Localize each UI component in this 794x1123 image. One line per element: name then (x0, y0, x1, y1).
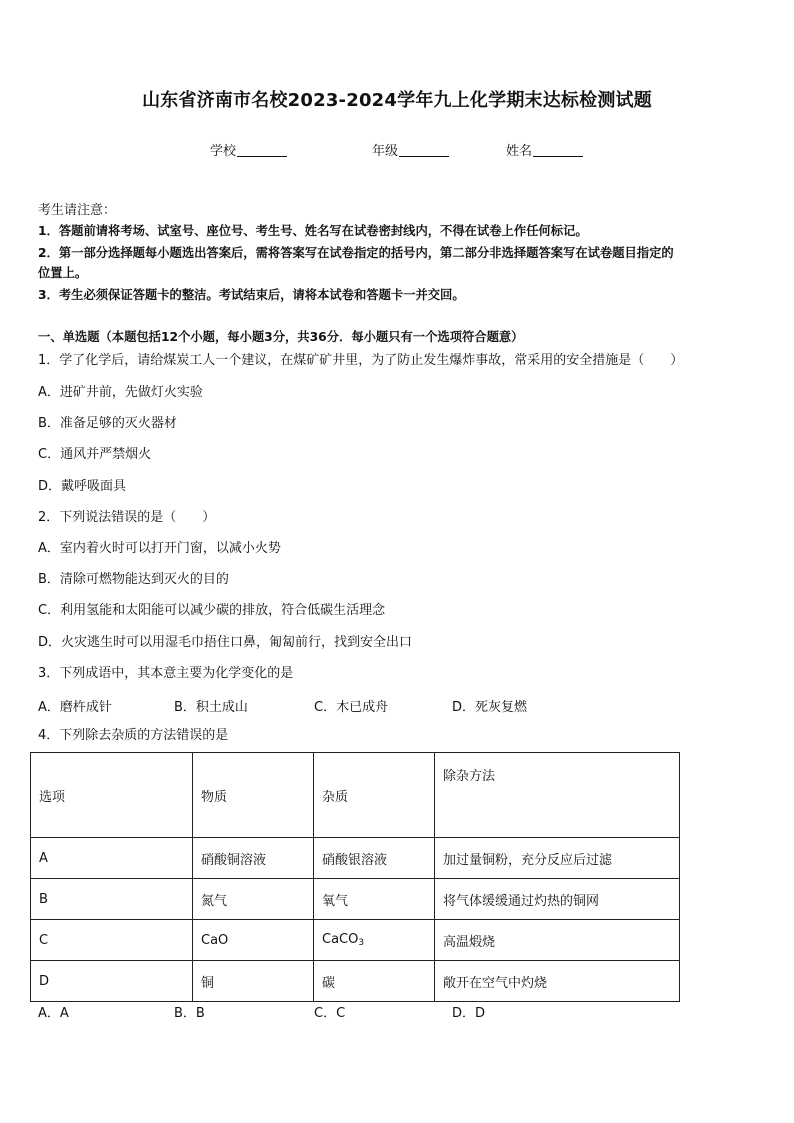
notice-item-3: 3．考生必须保证答题卡的整洁。考试结束后，请将本试卷和答题卡一并交回。 (38, 288, 465, 302)
row-b-substance: 氮气 (193, 879, 314, 920)
school-label: 学校 (210, 144, 237, 159)
q1-stem: 1．学了化学后，请给煤炭工人一个建议，在煤矿矿井里，为了防止发生爆炸事故，常采用的安全措施是（ ） (38, 353, 684, 368)
row-b-method: 将气体缓缓通过灼热的铜网 (435, 879, 680, 920)
row-a-substance: 硝酸铜溶液 (193, 838, 314, 879)
q1-option-a: A．进矿井前，先做灯火实验 (38, 385, 203, 400)
school-field (210, 140, 287, 159)
name-label: 姓名 (506, 144, 533, 159)
header-substance: 物质 (193, 753, 314, 838)
header-impurity: 杂质 (314, 753, 435, 838)
row-c-option: C (31, 920, 193, 961)
grade-field (372, 140, 449, 159)
q2-option-b: B．清除可燃物能达到灭火的目的 (38, 572, 229, 587)
table-row (31, 879, 680, 920)
table-row (31, 920, 680, 961)
table-header-row (31, 753, 680, 838)
row-d-option: D (31, 961, 193, 1002)
row-d-impurity: 碳 (314, 961, 435, 1002)
header-option: 选项 (31, 753, 193, 838)
row-c-method: 高温煅烧 (435, 920, 680, 961)
row-a-impurity: 硝酸银溶液 (314, 838, 435, 879)
row-d-method: 敞开在空气中灼烧 (435, 961, 680, 1002)
q2-stem: 2．下列说法错误的是（ ） (38, 510, 216, 525)
q1-option-c: C．通风并严禁烟火 (38, 447, 152, 462)
name-blank[interactable] (533, 143, 583, 157)
q2-option-d: D．火灾逃生时可以用湿毛巾捂住口鼻，匍匐前行，找到安全出口 (38, 635, 413, 650)
q4-option-d: D．D (452, 1006, 486, 1021)
notice-item-1: 1．答题前请将考场、试室号、座位号、考生号、姓名写在试卷密封线内，不得在试卷上作任何标记。 (38, 224, 588, 238)
header-method: 除杂方法 (435, 753, 680, 838)
q3-stem: 3．下列成语中，其本意主要为化学变化的是 (38, 666, 294, 681)
grade-blank[interactable] (399, 143, 449, 157)
table-row (31, 961, 680, 1002)
q4-stem: 4．下列除去杂质的方法错误的是 (38, 728, 229, 743)
row-c-substance: CaO (193, 920, 314, 961)
q4-table (30, 752, 680, 1002)
notice-item-2-cont: 位置上。 (38, 266, 88, 280)
row-b-impurity: 氧气 (314, 879, 435, 920)
row-d-substance: 铜 (193, 961, 314, 1002)
row-c-impurity (314, 920, 435, 961)
q4-option-c: C．C (314, 1006, 346, 1021)
notice-heading: 考生请注意： (38, 203, 117, 218)
q4-option-a: A．A (38, 1006, 69, 1021)
page-title: 山东省济南市名校2023-2024学年九上化学期末达标检测试题 (142, 90, 652, 111)
q4-option-b: B．B (174, 1006, 205, 1021)
q3-option-b: B．积土成山 (174, 700, 248, 715)
q1-option-d: D．戴呼吸面具 (38, 479, 127, 494)
section-heading: 一、单选题（本题包括12个小题，每小题3分，共36分．每小题只有一个选项符合题意） (38, 330, 524, 344)
row-b-option: B (31, 879, 193, 920)
q2-option-a: A．室内着火时可以打开门窗，以减小火势 (38, 541, 281, 556)
row-a-method: 加过量铜粉，充分反应后过滤 (435, 838, 680, 879)
row-c-impurity-formula: CaCO (322, 932, 359, 947)
q1-option-b: B．准备足够的灭火器材 (38, 416, 177, 431)
grade-label: 年级 (372, 144, 399, 159)
q2-option-c: C．利用氢能和太阳能可以减少碳的排放，符合低碳生活理念 (38, 603, 386, 618)
notice-item-2: 2．第一部分选择题每小题选出答案后，需将答案写在试卷指定的括号内，第二部分非选择题答案写在试卷题目指定的 (38, 246, 674, 260)
q3-option-d: D．死灰复燃 (452, 700, 528, 715)
name-field (506, 140, 583, 159)
row-a-option: A (31, 838, 193, 879)
school-blank[interactable] (237, 143, 287, 157)
q3-option-a: A．磨杵成针 (38, 700, 112, 715)
q3-option-c: C．木已成舟 (314, 700, 389, 715)
table-row (31, 838, 680, 879)
row-c-impurity-subscript: 3 (358, 938, 365, 948)
